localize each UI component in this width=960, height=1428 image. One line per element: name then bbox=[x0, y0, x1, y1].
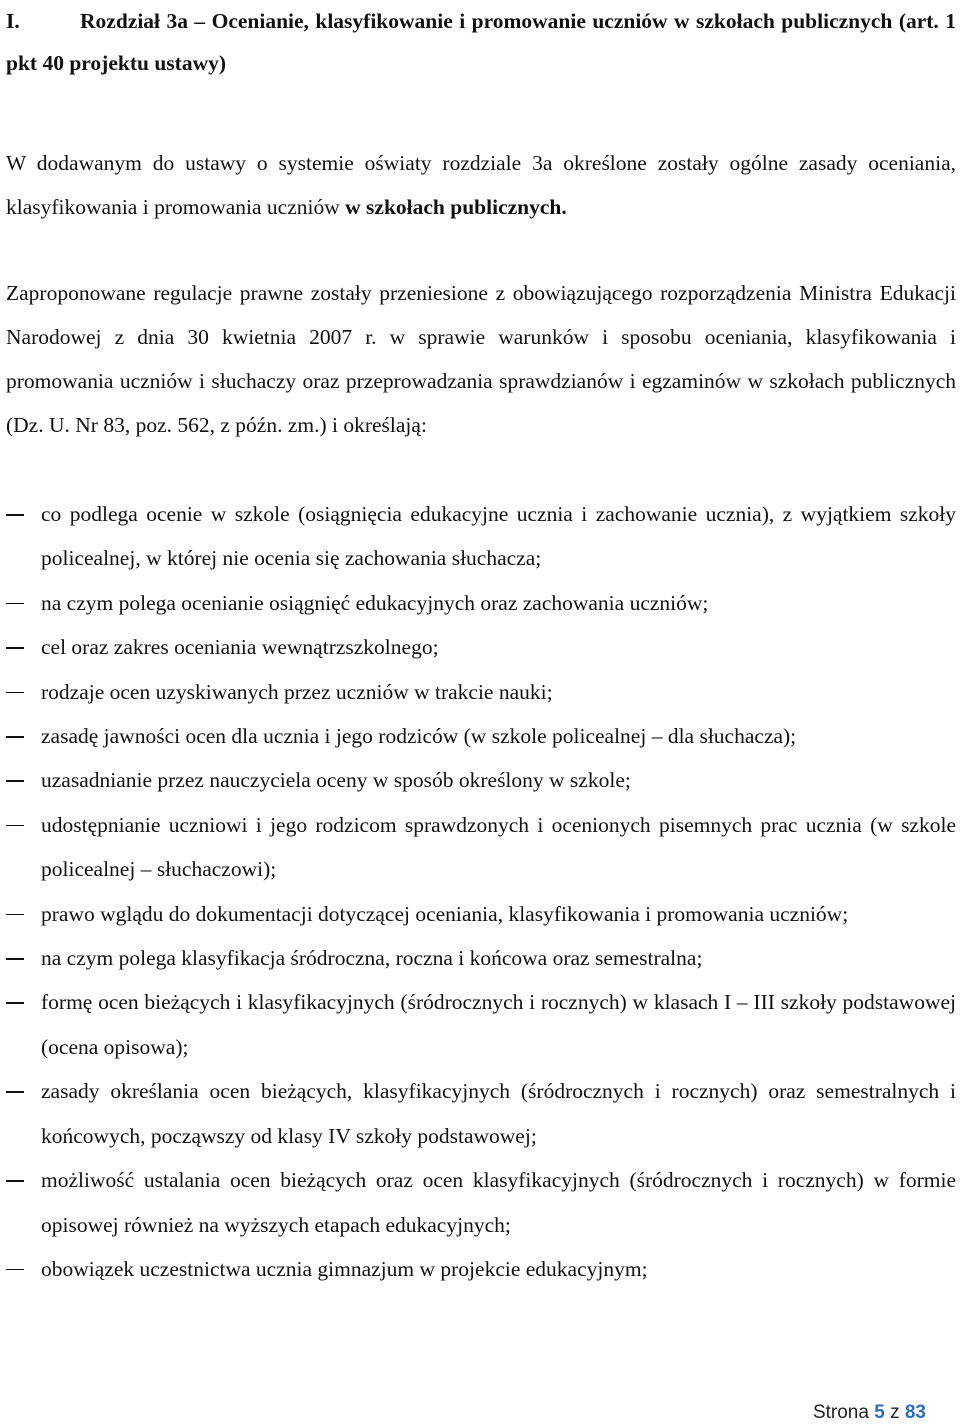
list-item-text: obowiązek uczestnictwa ucznia gimnazjum w projekcie edukacyjnym; bbox=[41, 1256, 648, 1281]
list-item-text: uzasadnianie przez nauczyciela oceny w sposób określony w szkole; bbox=[41, 768, 631, 793]
list-item bbox=[0, 1158, 956, 1247]
dash-bullet-icon bbox=[6, 1269, 24, 1271]
list-item-text: na czym polega ocenianie osiągnięć edukacyjnych oraz zachowania uczniów; bbox=[41, 590, 709, 615]
list-item bbox=[0, 936, 956, 980]
dash-bullet-icon bbox=[6, 914, 24, 916]
dash-bullet-icon bbox=[6, 780, 24, 782]
regulations-paragraph-text: Zaproponowane regulacje prawne zostały przeniesione z obowiązującego rozporządzenia Ministra Edukacji Narodowej z dnia 30 kwietnia 2007 r. w sprawie warunków i sposobu oceniania, klasyfikowania i promowania uczniów i słuchaczy oraz przeprowadzania sprawdzianów i egzaminów w szkołach publicznych (Dz. U. Nr 83, poz. 562, z późn. zm.) i określają: bbox=[6, 281, 956, 437]
list-item bbox=[0, 492, 956, 581]
dash-bullet-icon bbox=[6, 1091, 24, 1093]
intro-paragraph-bold: w szkołach publicznych. bbox=[345, 195, 567, 219]
list-item bbox=[0, 581, 956, 625]
footer-separator: z bbox=[890, 1402, 900, 1423]
list-item-text: zasadę jawności ocen dla ucznia i jego rodziców (w szkole policealnej – dla słuchacza); bbox=[41, 724, 797, 749]
list-item-text: możliwość ustalania ocen bieżących oraz ocen klasyfikacyjnych (śródrocznych i rocznych) w formie opisowej również na wyższych etapach edukacyjnych; bbox=[41, 1168, 956, 1237]
dash-bullet-icon bbox=[6, 958, 24, 960]
list-item-text: formę ocen bieżących i klasyfikacyjnych (śródrocznych i rocznych) w klasach I – III szkoły podstawowej (ocena opisowa); bbox=[41, 990, 956, 1059]
dash-bullet-icon bbox=[6, 825, 24, 827]
list-item-text: prawo wglądu do dokumentacji dotyczącej oceniania, klasyfikowania i promowania uczniów; bbox=[41, 901, 849, 926]
section-heading bbox=[6, 0, 956, 84]
intro-paragraph bbox=[6, 141, 956, 229]
list-item bbox=[0, 670, 956, 714]
footer-prefix: Strona bbox=[812, 1402, 869, 1423]
list-item bbox=[0, 625, 956, 669]
section-number: I. bbox=[6, 9, 20, 33]
list-item-text: co podlega ocenie w szkole (osiągnięcia edukacyjne ucznia i zachowanie ucznia), z wyjątkiem szkoły policealnej, w której nie ocenia się zachowania słuchacza; bbox=[41, 502, 956, 571]
current-page-number: 5 bbox=[874, 1402, 885, 1423]
intro-paragraph-text: W dodawanym do ustawy o systemie oświaty rozdziale 3a określone zostały ogólne zasady oceniania, klasyfikowania i promowania uczniów bbox=[6, 151, 956, 219]
list-item bbox=[0, 803, 956, 892]
dash-bullet-icon bbox=[6, 514, 24, 516]
list-item-text: na czym polega klasyfikacja śródroczna, roczna i końcowa oraz semestralna; bbox=[41, 946, 703, 971]
list-item bbox=[0, 1247, 956, 1291]
dash-bullet-icon bbox=[6, 603, 24, 605]
dash-bullet-icon bbox=[6, 647, 24, 649]
list-item bbox=[0, 980, 956, 1069]
list-item bbox=[0, 758, 956, 802]
list-item-text: rodzaje ocen uzyskiwanych przez uczniów w trakcie nauki; bbox=[41, 679, 553, 704]
dash-bullet-icon bbox=[6, 736, 24, 738]
page-footer bbox=[813, 1402, 926, 1424]
regulations-paragraph bbox=[6, 271, 956, 447]
list-item-text: zasady określania ocen bieżących, klasyfikacyjnych (śródrocznych i rocznych) oraz semestralnych i końcowych, począwszy od klasy IV szkoły podstawowej; bbox=[41, 1079, 956, 1148]
scope-list bbox=[0, 492, 956, 1291]
dash-bullet-icon bbox=[6, 1002, 24, 1004]
list-item-text: udostępnianie uczniowi i jego rodzicom sprawdzonych i ocenionych pisemnych prac ucznia (w szkole policealnej – słuchaczowi); bbox=[41, 812, 956, 882]
list-item bbox=[0, 892, 956, 936]
list-item-text: cel oraz zakres oceniania wewnątrzszkolnego; bbox=[41, 635, 439, 660]
section-title: Rozdział 3a – Ocenianie, klasyfikowanie i promowanie uczniów w szkołach publicznych (art. 1 pkt 40 projektu ustawy) bbox=[6, 9, 956, 75]
dash-bullet-icon bbox=[6, 1180, 24, 1182]
list-item bbox=[0, 1069, 956, 1158]
list-item bbox=[0, 714, 956, 758]
total-pages-number: 83 bbox=[904, 1402, 926, 1423]
dash-bullet-icon bbox=[6, 692, 24, 694]
